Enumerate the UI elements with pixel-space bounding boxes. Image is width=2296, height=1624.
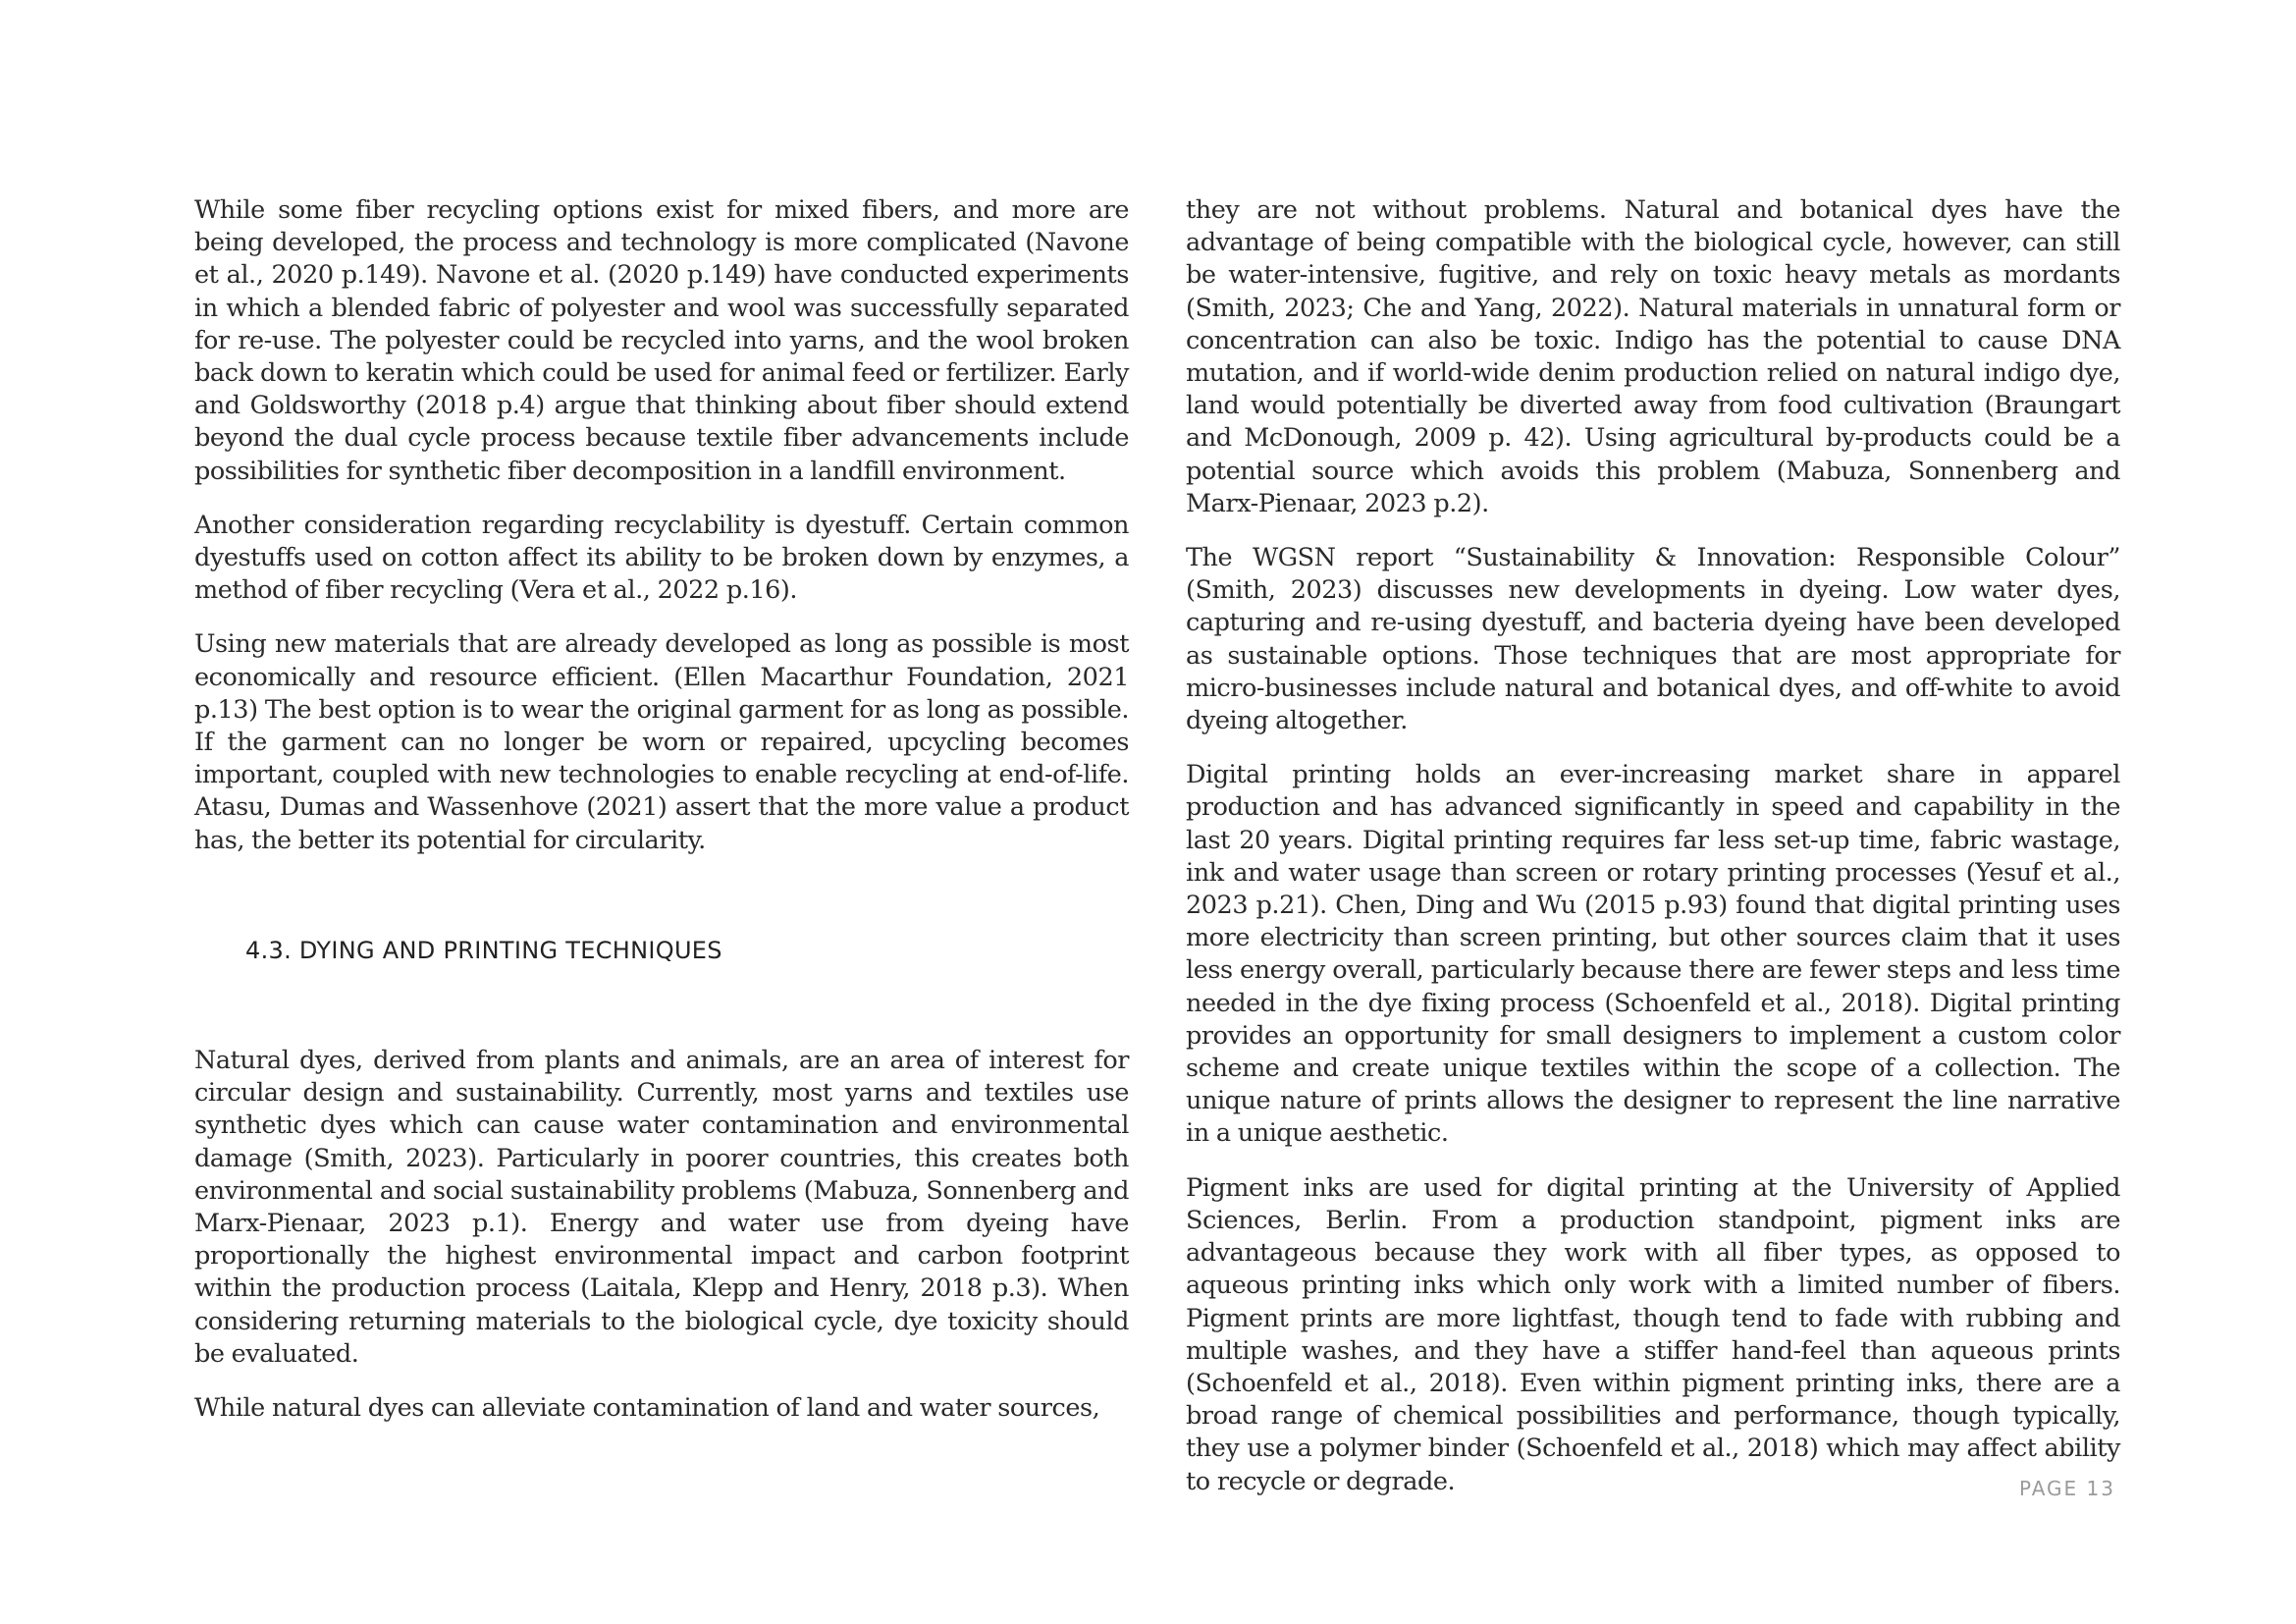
page-number: PAGE 13 [2018, 1477, 2115, 1500]
paragraph-natural-dyes-continued: While natural dyes can alleviate contamination of land and water sources, [194, 1393, 1100, 1424]
section-heading: 4.3. DYING AND PRINTING TECHNIQUES [245, 937, 722, 964]
paragraph-dyestuff-recyclability: Another consideration regarding recyclability is dyestuff. Certain common dyestuffs used on cotton affect its ability to be broken down by enzymes, a method of fiber recycling (Vera et al., 2022 p.16). [194, 510, 1129, 606]
right-column [1186, 194, 2120, 1520]
paragraph-natural-dyes: Natural dyes, derived from plants and animals, are an area of interest for circular design and sustainability. Currently, most yarns and textiles use synthetic dyes which can cause water contamination and environmental damage (Smith, 2023). Particularly in poorer countries, this creates both environmental and social sustainability problems (Mabuza, Sonnenberg and Marx-Pienaar, 2023 p.1). Energy and water use from dyeing have proportionally the highest environmental impact and carbon footprint within the production process (Laitala, Klepp and Henry, 2018 p.3). When considering returning materials to the biological cycle, dye toxicity should be evaluated. [194, 1046, 1129, 1369]
paragraph-digital-printing: Digital printing holds an ever-increasing market share in apparel production and has advanced significantly in speed and capability in the last 20 years. Digital printing requires far less set-up time, fabric wastage, ink and water usage than screen or rotary printing processes (Yesuf et al., 2023 p.21). Chen, Ding and Wu (2015 p.93) found that digital printing uses more electricity than screen printing, but other sources claim that it uses less energy overall, particularly because there are fewer steps and less time needed in the dye fixing process (Schoenfeld et al., 2018). Digital printing provides an opportunity for small designers to implement a custom color scheme and create unique textiles within the scope of a collection. The unique nature of prints allows the designer to represent the line narrative in a unique aesthetic. [1186, 760, 2120, 1149]
paragraph-fiber-recycling: While some fiber recycling options exist for mixed fibers, and more are being developed, the process and technology is more complicated (Navone et al., 2020 p.149). Navone et al. (2020 p.149) have conducted experiments in which a blended fabric of polyester and wool was successfully separated for re-use. The polyester could be recycled into yarns, and the wool broken back down to keratin which could be used for animal feed or fertilizer. Early and Goldsworthy (2018 p.4) argue that thinking about fiber should extend beyond the dual cycle process because textile fiber advancements include possibilities for synthetic fiber decomposition in a landfill environment. [194, 195, 1129, 486]
paragraph-dye-problems: they are not without problems. Natural and botanical dyes have the advantage of being compatible with the biological cycle, however, can still be water-intensive, fugitive, and rely on toxic heavy metals as mordants (Smith, 2023; Che and Yang, 2022). Natural materials in unnatural form or concentration can also be toxic. Indigo has the potential to cause DNA mutation, and if world-wide denim production relied on natural indigo dye, land would potentially be diverted away from food cultivation (Braungart and McDonough, 2009 p. 42). Using agricultural by-products could be a potential source which avoids this problem (Mabuza, Sonnenberg and Marx-Pienaar, 2023 p.2). [1186, 195, 2120, 518]
left-column-bottom [194, 1045, 1129, 1446]
paragraph-new-materials: Using new materials that are already developed as long as possible is most economically and resource efficient. (Ellen Macarthur Foundation, 2021 p.13) The best option is to wear the original garment for as long as possible. If the garment can no longer be worn or repaired, upcycling becomes important, coupled with new technologies to enable recycling at end-of-life. Atasu, Dumas and Wassenhove (2021) assert that the more value a product has, the better its potential for circularity. [194, 629, 1129, 855]
paragraph-wgsn-report: The WGSN report “Sustainability & Innovation: Responsible Colour” (Smith, 2023) discusses new developments in dyeing. Low water dyes, capturing and re-using dyestuff, and bacteria dyeing have been developed as sustainable options. Those techniques that are most appropriate for micro-businesses include natural and botanical dyes, and off-white to avoid dyeing altogether. [1186, 543, 2120, 736]
paragraph-pigment-inks: Pigment inks are used for digital printing at the University of Applied Sciences, Berlin. From a production standpoint, pigment inks are advantageous because they work with all fiber types, as opposed to aqueous printing inks which only work with a limited number of fibers. Pigment prints are more lightfast, though tend to fade with rubbing and multiple washes, and they have a stiffer hand-feel than aqueous prints (Schoenfeld et al., 2018). Even within pigment printing inks, there are a broad range of chemical possibilities and performance, though typically, they use a polymer binder (Schoenfeld et al., 2018) which may affect ability to recycle or degrade. [1186, 1172, 2120, 1496]
left-column [194, 194, 1129, 879]
